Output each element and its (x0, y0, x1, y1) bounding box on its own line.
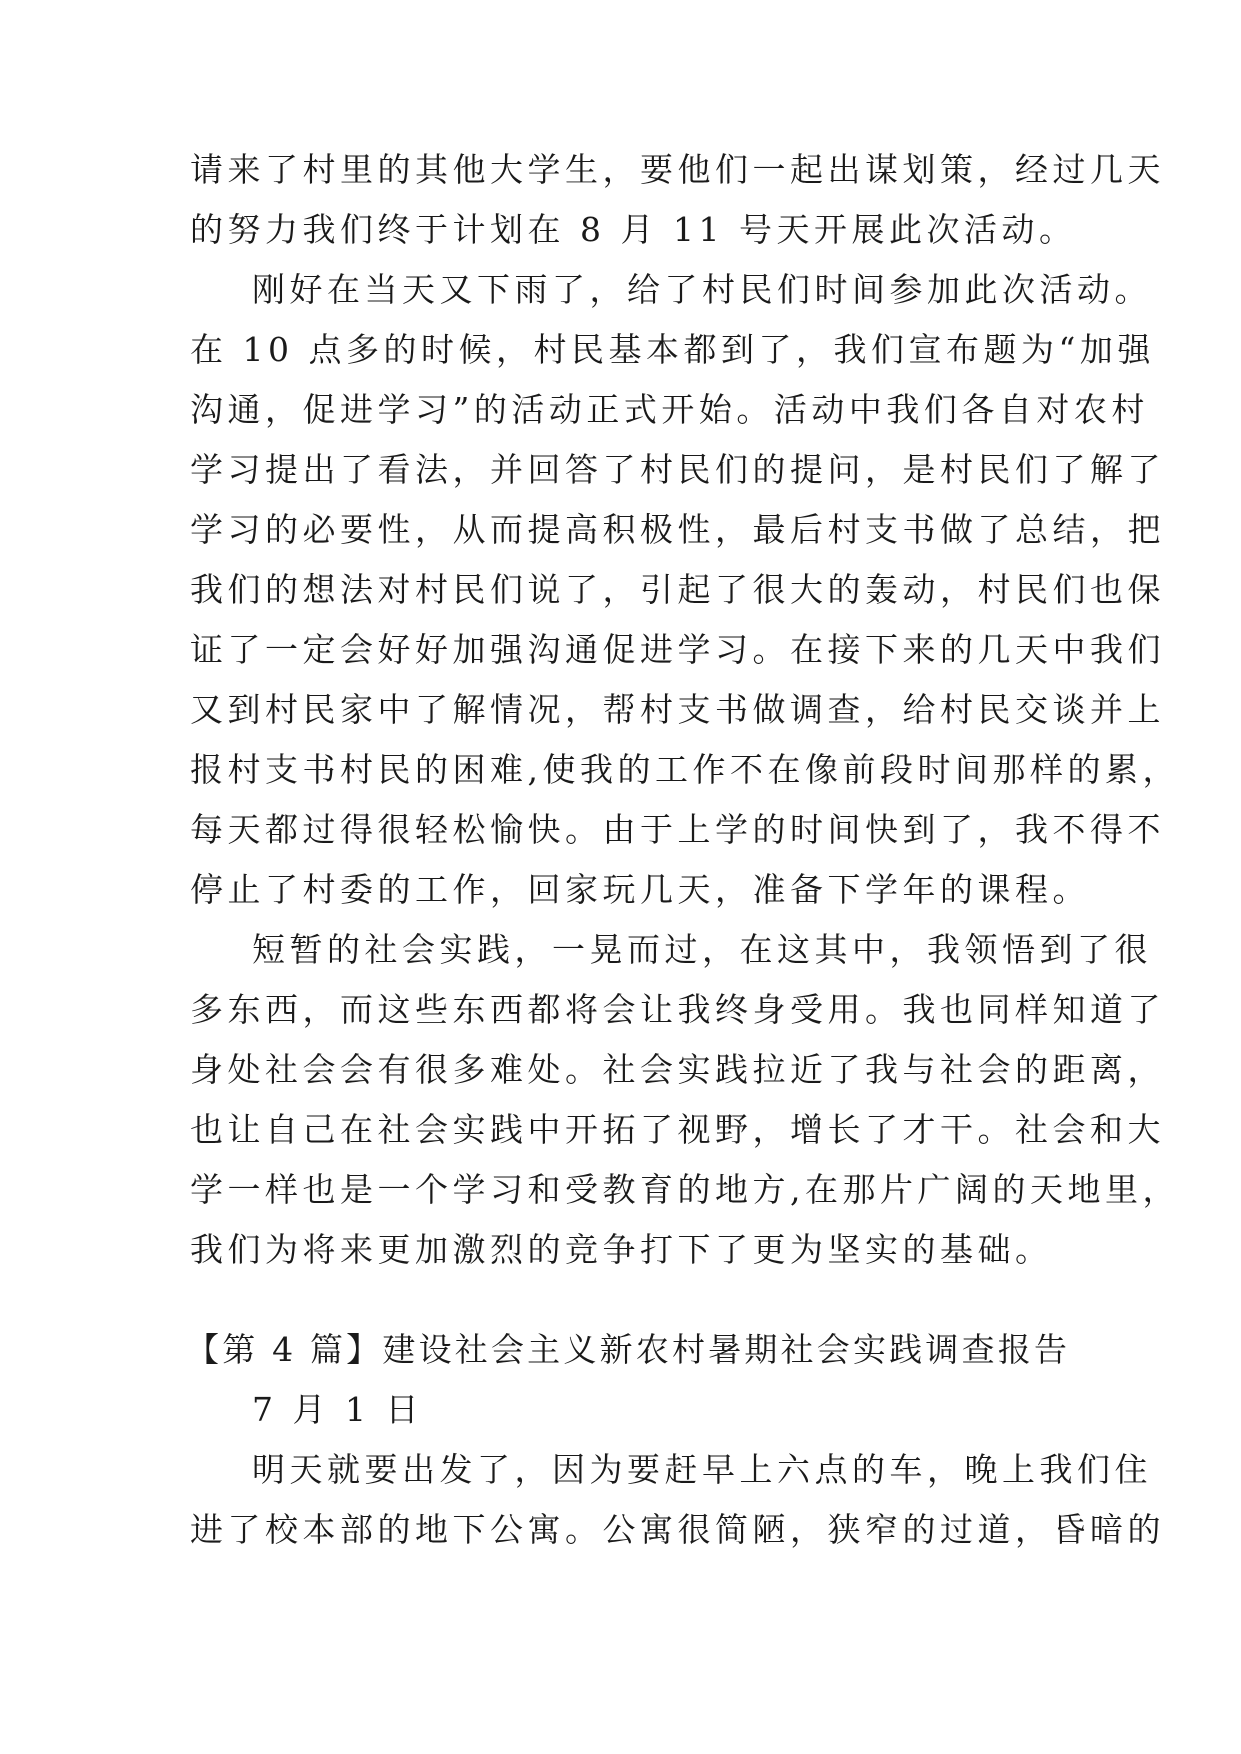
text-line: 学习提出了看法，并回答了村民们的提问，是村民们了解了 (190, 450, 1165, 489)
text-line: 的努力我们终于计划在 8 月 11 号天开展此次活动。 (190, 210, 1077, 249)
text-line: 我们为将来更加激烈的竞争打下了更为坚实的基础。 (190, 1230, 1053, 1269)
text-line: 请来了村里的其他大学生，要他们一起出谋划策，经过几天 (190, 150, 1165, 189)
paragraph-start-line: 刚好在当天又下雨了，给了村民们时间参加此次活动。 (252, 270, 1152, 309)
text-line: 我们的想法对村民们说了，引起了很大的轰动，村民们也保 (190, 570, 1165, 609)
text-line: 又到村民家中了解情况，帮村支书做调查，给村民交谈并上 (190, 690, 1165, 729)
text-line: 进了校本部的地下公寓。公寓很简陋，狭窄的过道，昏暗的 (190, 1510, 1165, 1549)
text-line: 身处社会会有很多难处。社会实践拉近了我与社会的距离， (190, 1050, 1165, 1089)
paragraph-start-line: 明天就要出发了，因为要赶早上六点的车，晚上我们住 (252, 1450, 1152, 1489)
text-line: 多东西，而这些东西都将会让我终身受用。我也同样知道了 (190, 990, 1165, 1029)
text-line: 沟通，促进学习”的活动正式开始。活动中我们各自对农村 (190, 390, 1149, 429)
text-line: 报村支书村民的困难,使我的工作不在像前段时间那样的累， (190, 750, 1180, 789)
date-line: 7 月 1 日 (252, 1390, 423, 1429)
section-heading: 【第 4 篇】建设社会主义新农村暑期社会实践调查报告 (186, 1330, 1071, 1369)
paragraph-start-line: 短暂的社会实践，一晃而过，在这其中，我领悟到了很 (252, 930, 1152, 969)
text-line: 在 10 点多的时候，村民基本都到了，我们宣布题为“加强 (190, 330, 1155, 369)
text-line: 每天都过得很轻松愉快。由于上学的时间快到了，我不得不 (190, 810, 1165, 849)
text-line: 也让自己在社会实践中开拓了视野，增长了才干。社会和大 (190, 1110, 1165, 1149)
text-line: 证了一定会好好加强沟通促进学习。在接下来的几天中我们 (190, 630, 1165, 669)
text-line: 学习的必要性，从而提高积极性，最后村支书做了总结，把 (190, 510, 1165, 549)
text-line: 学一样也是一个学习和受教育的地方,在那片广阔的天地里， (190, 1170, 1180, 1209)
text-line: 停止了村委的工作，回家玩几天，准备下学年的课程。 (190, 870, 1090, 909)
